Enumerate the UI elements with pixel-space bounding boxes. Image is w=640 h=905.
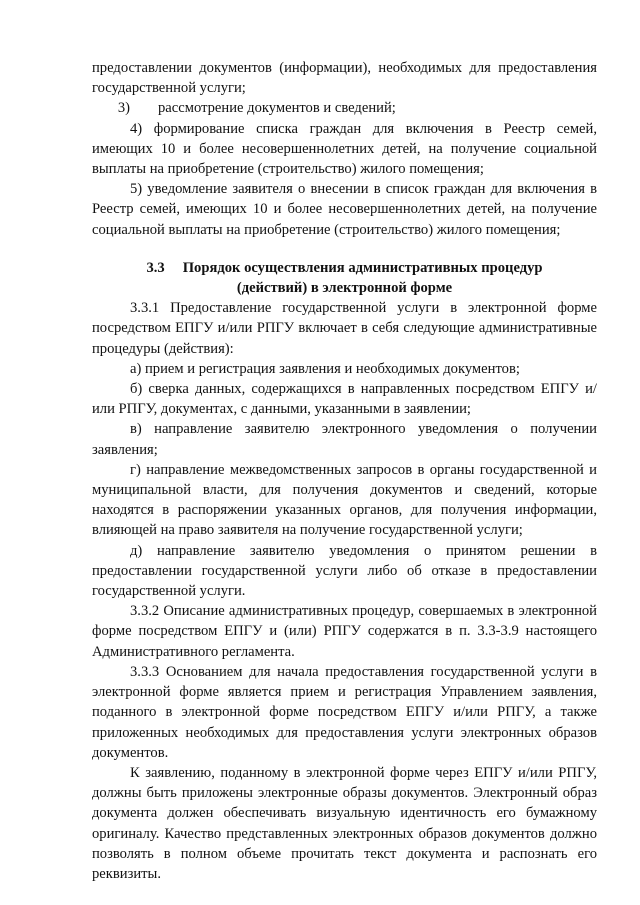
paragraph-item-b: б) сверка данных, содержащихся в направленных посредством ЕПГУ и/или РПГУ, документах, с данными, указанными в заявлении; — [92, 381, 597, 418]
section-heading — [92, 258, 597, 298]
paragraph-item-a: а) прием и регистрация заявления и необходимых документов; — [130, 360, 520, 377]
section-heading-line1 — [92, 258, 597, 278]
list-item-number: 3) — [117, 100, 130, 117]
document-page — [92, 58, 597, 884]
list-item-3 — [92, 98, 597, 118]
paragraph-item-4: 4) формирование списка граждан для включения в Реестр семей, имеющих 10 и более несовершеннолетних детей, на получение социальной выплаты на приобретение (строительство) жилого помещения; — [92, 120, 597, 178]
paragraph-3-3-2: 3.3.2 Описание административных процедур, совершаемых в электронной форме посредством ЕПГУ и (или) РПГУ содержатся в п. 3.3-3.9 настоящего Административного регламента. — [92, 603, 597, 660]
section-number: 3.3 — [146, 259, 165, 276]
paragraph-attachments: К заявлению, поданному в электронной форме через ЕПГУ и/или РПГУ, должны быть приложены электронные образы документов. Электронный образ документа должен обеспечивать визуальную идентичность его бумажному оригиналу. Качество представленных электронных образов документов должно позволять в полном объеме прочитать текст документа и распознать его реквизиты. — [92, 764, 597, 882]
paragraph-item-5: 5) уведомление заявителя о внесении в список граждан для включения в Реестр семей, имеющих 10 и более несовершеннолетних детей, на получение социальной выплаты на приобретение (строительство) жилого помещения; — [92, 181, 597, 238]
paragraph-3-3-1: 3.3.1 Предоставление государственной услуги в электронной форме посредством ЕПГУ и/или РПГУ включает в себя следующие административные процедуры (действия): — [92, 300, 597, 357]
paragraph-3-3-3: 3.3.3 Основанием для начала предоставления государственной услуги в электронной форме является прием и регистрация Управлением заявления, поданного в электронной форме посредством ЕПГУ и/или РПГУ, а также приложенных необходимых для предоставления услуги электронных образов документов. — [92, 663, 597, 761]
paragraph-item-g: г) направление межведомственных запросов в органы государственной и муниципальной власти, для получения документов и сведений, которые находятся в распоряжении указанных органов, для получения информации, влияющей на право заявителя на получение государственной услуги; — [92, 461, 597, 539]
list-item-text: рассмотрение документов и сведений; — [158, 100, 396, 117]
section-title-line1: Порядок осуществления административных процедур — [182, 259, 543, 276]
paragraph-item-d: д) направление заявителю уведомления о принятом решении в предоставлении государственной услуги либо об отказе в предоставлении государственной услуги. — [92, 542, 597, 600]
paragraph-continuation: предоставлении документов (информации), необходимых для предоставления государственной услуги; — [92, 60, 597, 97]
section-title-line2: (действий) в электронной форме — [236, 280, 453, 297]
paragraph-item-v: в) направление заявителю электронного уведомления о получении заявления; — [92, 421, 597, 458]
